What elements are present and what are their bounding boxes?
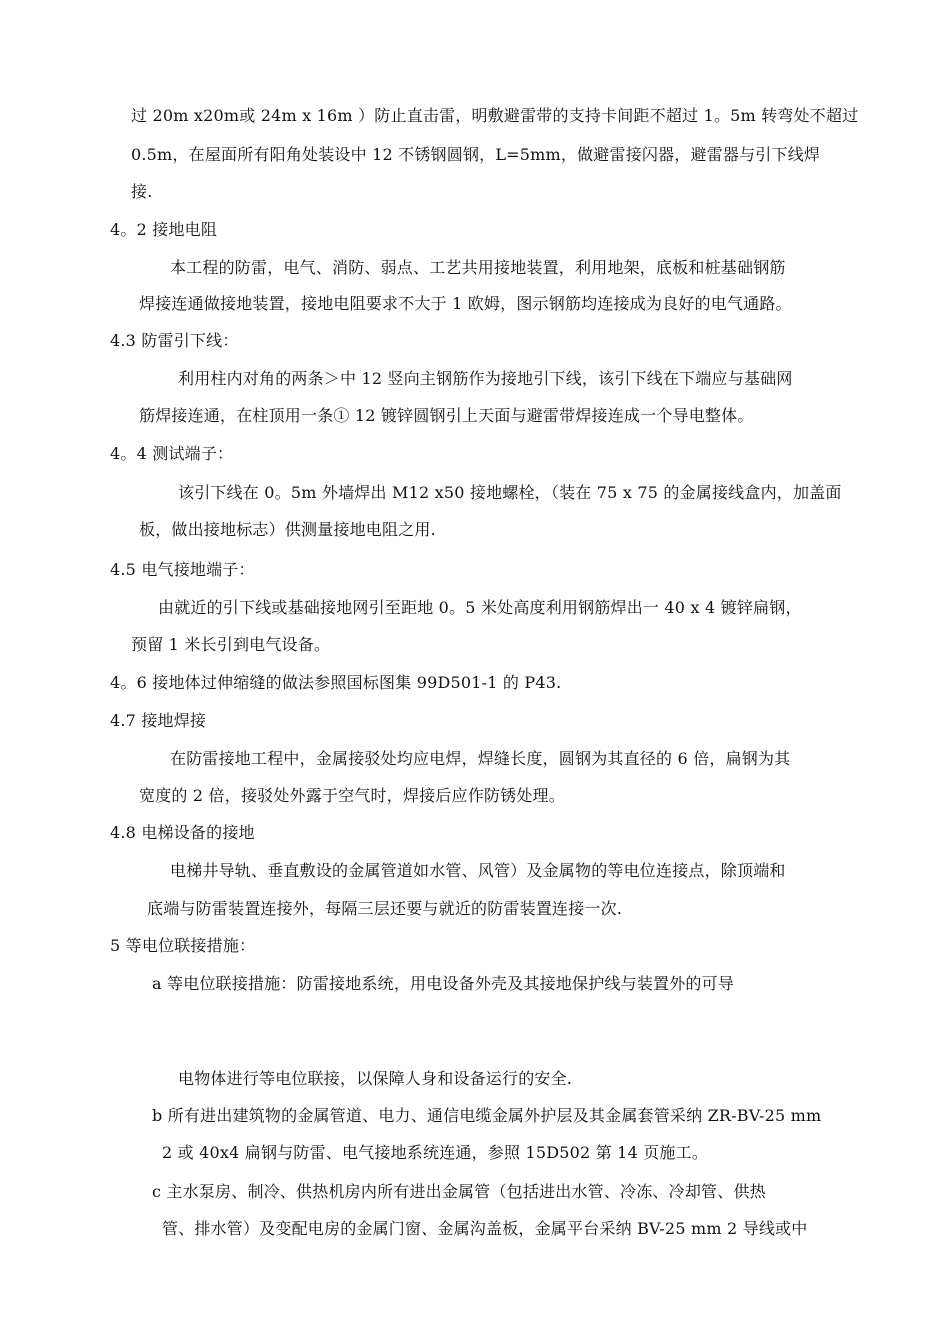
paragraph-line: c 主水泵房、制冷、供热机房内所有进出金属管（包括进出水管、冷冻、冷却管、供热 bbox=[152, 1182, 766, 1201]
section-heading-4-6: 4。6 接地体过伸缩缝的做法参照国标图集 99D501-1 的 P43. bbox=[110, 673, 562, 692]
paragraph-line: 利用柱内对角的两条＞中 12 竖向主钢筋作为接地引下线，该引下线在下端应与基础网 bbox=[178, 369, 793, 388]
section-heading-4-4: 4。4 测试端子： bbox=[110, 444, 234, 463]
paragraph-line: 筋焊接连通，在柱顶用一条① 12 镀锌圆钢引上天面与避雷带焊接连成一个导电整体。 bbox=[139, 406, 754, 425]
section-heading-4-7: 4.7 接地焊接 bbox=[110, 711, 207, 730]
section-heading-4-5: 4.5 电气接地端子： bbox=[110, 560, 255, 579]
paragraph-line: 板，做出接地标志）供测量接地电阻之用. bbox=[139, 520, 436, 539]
paragraph-line: 本工程的防雷，电气、消防、弱点、工艺共用接地装置，利用地架，底板和桩基础钢筋 bbox=[170, 258, 786, 277]
paragraph-line: 焊接连通做接地装置，接地电阻要求不大于 1 欧姆，图示钢筋均连接成为良好的电气通路。 bbox=[139, 294, 792, 313]
paragraph-line: 电物体进行等电位联接，以保障人身和设备运行的安全. bbox=[178, 1069, 573, 1088]
paragraph-line: 管、排水管）及变配电房的金属门窗、金属沟盖板，金属平台采纳 BV-25 mm 2 导线或中 bbox=[162, 1219, 808, 1238]
section-heading-5: 5 等电位联接措施： bbox=[110, 936, 256, 955]
paragraph-line: 底端与防雷装置连接外，每隔三层还要与就近的防雷装置连接一次. bbox=[147, 899, 623, 918]
paragraph-line: 在防雷接地工程中，金属接驳处均应电焊，焊缝长度，圆钢为其直径的 6 倍，扁钢为其 bbox=[170, 749, 791, 768]
paragraph-line: b 所有进出建筑物的金属管道、电力、通信电缆金属外护层及其金属套管采纳 ZR-BV-25 mm bbox=[152, 1106, 822, 1125]
paragraph-line: 预留 1 米长引到电气设备。 bbox=[131, 635, 331, 654]
paragraph-line: 过 20m x20m或 24m x 16m ）防止直击雷，明敷避雷带的支持卡间距不超过 1。5m 转弯处不超过 bbox=[131, 106, 859, 125]
paragraph-line: 由就近的引下线或基础接地网引至距地 0。5 米处高度利用钢筋焊出一 40 x 4 镀锌扁钢， bbox=[158, 598, 802, 617]
paragraph-line: 宽度的 2 倍，接驳处外露于空气时，焊接后应作防锈处理。 bbox=[139, 786, 565, 805]
paragraph-line: a 等电位联接措施：防雷接地系统，用电设备外壳及其接地保护线与装置外的可导 bbox=[152, 974, 735, 993]
paragraph-line: 接. bbox=[131, 182, 153, 201]
paragraph-line: 2 或 40x4 扁钢与防雷、电气接地系统连通，参照 15D502 第 14 页施工。 bbox=[162, 1143, 709, 1162]
section-heading-4-3: 4.3 防雷引下线： bbox=[110, 331, 239, 350]
paragraph-line: 该引下线在 0。5m 外墙焊出 M12 x50 接地螺栓，（装在 75 x 75 的金属接线盒内，加盖面 bbox=[178, 483, 842, 502]
paragraph-line: 0.5m，在屋面所有阳角处装设中 12 不锈钢圆钢，L=5mm，做避雷接闪器，避雷器与引下线焊 bbox=[131, 145, 821, 164]
paragraph-line: 电梯井导轨、垂直敷设的金属管道如水管、风管）及金属物的等电位连接点，除顶端和 bbox=[170, 861, 786, 880]
section-heading-4-8: 4.8 电梯设备的接地 bbox=[110, 823, 255, 842]
section-heading-4-2: 4。2 接地电阻 bbox=[110, 220, 218, 239]
